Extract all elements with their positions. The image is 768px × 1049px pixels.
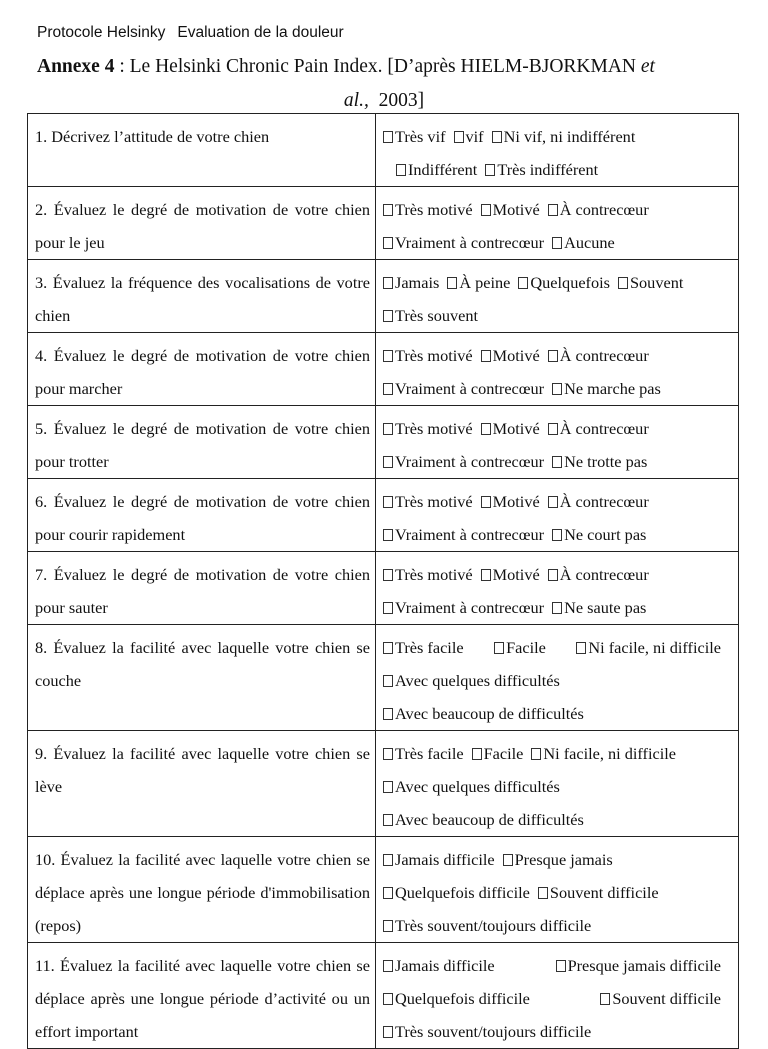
answer-option[interactable] (552, 379, 661, 398)
option-line (383, 803, 733, 836)
answer-option[interactable] (454, 127, 484, 146)
answer-option[interactable] (383, 916, 591, 935)
title-text: : Le Helsinki Chronic Pain Index. [D’après HIELM-BJORKMAN (114, 56, 641, 77)
option-label: Ne trotte pas (564, 452, 648, 471)
question-row (28, 552, 739, 625)
answer-option[interactable] (383, 525, 544, 544)
option-label: Presque jamais (514, 850, 613, 869)
option-label: Motivé (492, 346, 540, 365)
option-line (383, 558, 733, 591)
answer-option[interactable] (383, 565, 473, 584)
checkbox-icon[interactable] (383, 920, 393, 932)
option-label: Souvent (629, 273, 684, 292)
question-row (28, 731, 739, 837)
question-row (28, 943, 739, 1049)
answer-options (376, 114, 739, 187)
question-row (28, 260, 739, 333)
option-label: Très souvent (395, 306, 479, 325)
option-label: Ne saute pas (564, 598, 647, 617)
option-line (383, 266, 733, 299)
checkbox-icon[interactable] (383, 383, 393, 395)
checkbox-icon[interactable] (538, 887, 548, 899)
answer-option[interactable] (548, 200, 649, 219)
option-label: Très motivé (395, 565, 473, 584)
answer-options (376, 943, 739, 1049)
checkbox-icon[interactable] (556, 960, 566, 972)
answer-option[interactable] (556, 949, 721, 982)
checkbox-icon[interactable] (383, 675, 393, 687)
option-label: Jamais (395, 273, 440, 292)
checkbox-icon[interactable] (383, 310, 393, 322)
answer-option[interactable] (383, 671, 560, 690)
answer-option[interactable] (383, 492, 473, 511)
option-line (383, 485, 733, 518)
answer-option[interactable] (548, 492, 649, 511)
checkbox-icon[interactable] (600, 993, 610, 1005)
question-row (28, 625, 739, 731)
option-label: Ni vif, ni indifférent (503, 127, 636, 146)
option-label: Quelquefois difficile (395, 883, 530, 902)
answer-option[interactable] (383, 273, 439, 292)
title-al: al., (343, 90, 369, 111)
option-label: Facile (506, 638, 546, 657)
answer-option[interactable] (383, 982, 530, 1015)
option-label: Vraiment à contrecœur (395, 598, 545, 617)
document-title-line2 (0, 90, 768, 112)
annexe-label: Annexe 4 (37, 56, 115, 77)
question-row (28, 406, 739, 479)
option-line (383, 372, 733, 405)
pain-index-table (27, 113, 739, 1049)
checkbox-icon[interactable] (383, 887, 393, 899)
answer-options (376, 260, 739, 333)
checkbox-icon[interactable] (548, 204, 558, 216)
answer-option[interactable] (383, 949, 495, 982)
answer-option[interactable] (383, 452, 544, 471)
checkbox-icon[interactable] (548, 350, 558, 362)
checkbox-icon[interactable] (383, 960, 393, 972)
option-label: Motivé (492, 565, 540, 584)
checkbox-icon[interactable] (552, 237, 562, 249)
question-row (28, 114, 739, 187)
answer-option[interactable] (552, 525, 646, 544)
checkbox-icon[interactable] (472, 748, 482, 760)
option-line (383, 153, 733, 186)
answer-options (376, 479, 739, 552)
checkbox-icon[interactable] (383, 496, 393, 508)
checkbox-icon[interactable] (492, 131, 502, 143)
option-line (383, 339, 733, 372)
question-text: 8. Évaluez la facilité avec laquelle votre chien se couche (28, 625, 376, 731)
option-line (383, 591, 733, 624)
answer-option[interactable] (481, 419, 540, 438)
option-label: Avec quelques difficultés (395, 777, 560, 796)
answer-option[interactable] (383, 379, 544, 398)
answer-option[interactable] (618, 273, 683, 292)
answer-option[interactable] (383, 850, 495, 869)
checkbox-icon[interactable] (552, 456, 562, 468)
checkbox-icon[interactable] (383, 854, 393, 866)
option-label: Ne court pas (564, 525, 647, 544)
option-line (383, 518, 733, 551)
answer-option[interactable] (548, 419, 649, 438)
answer-option[interactable] (552, 598, 646, 617)
option-label: Ni facile, ni difficile (588, 638, 721, 657)
option-line (383, 982, 733, 1015)
answer-options (376, 552, 739, 625)
question-row (28, 479, 739, 552)
question-row (28, 333, 739, 406)
question-text: 9. Évaluez la facilité avec laquelle votre chien se lève (28, 731, 376, 837)
answer-option[interactable] (600, 982, 721, 1015)
option-line (383, 412, 733, 445)
answer-option[interactable] (383, 777, 560, 796)
option-line (383, 445, 733, 478)
option-label: Vraiment à contrecœur (395, 525, 545, 544)
checkbox-icon[interactable] (383, 993, 393, 1005)
answer-option[interactable] (383, 233, 544, 252)
answer-option[interactable] (383, 200, 473, 219)
option-label: Très motivé (395, 492, 473, 511)
option-line (383, 631, 733, 664)
option-line (383, 876, 733, 909)
answer-option[interactable] (481, 492, 540, 511)
option-line (383, 193, 733, 226)
answer-option[interactable] (396, 160, 477, 179)
option-label: Jamais difficile (395, 956, 495, 975)
title-year: 2003] (378, 90, 425, 111)
question-text: 11. Évaluez la facilité avec laquelle votre chien se déplace après une longue période d’activité ou un effort important (28, 943, 376, 1049)
answer-option[interactable] (383, 1022, 591, 1041)
checkbox-icon[interactable] (383, 131, 393, 143)
option-label: Ni facile, ni difficile (543, 744, 676, 763)
option-label: Vraiment à contrecœur (395, 379, 545, 398)
answer-option[interactable] (503, 850, 613, 869)
answer-option[interactable] (472, 744, 524, 763)
option-line (383, 770, 733, 803)
checkbox-icon[interactable] (552, 529, 562, 541)
answer-option[interactable] (383, 419, 473, 438)
answer-options (376, 406, 739, 479)
checkbox-icon[interactable] (447, 277, 457, 289)
checkbox-icon[interactable] (383, 529, 393, 541)
checkbox-icon[interactable] (383, 642, 393, 654)
option-label: Très motivé (395, 419, 473, 438)
option-label: Très souvent/toujours difficile (395, 916, 592, 935)
option-line (383, 226, 733, 259)
answer-option[interactable] (383, 883, 530, 902)
option-line (383, 737, 733, 770)
option-label: Avec beaucoup de difficultés (395, 810, 584, 829)
answer-option[interactable] (531, 744, 676, 763)
checkbox-icon[interactable] (552, 383, 562, 395)
option-label: Très souvent/toujours difficile (395, 1022, 592, 1041)
answer-option[interactable] (492, 127, 636, 146)
question-text: 5. Évaluez le degré de motivation de votre chien pour trotter (28, 406, 376, 479)
answer-option[interactable] (494, 631, 546, 664)
checkbox-icon[interactable] (454, 131, 464, 143)
option-line (383, 120, 733, 153)
answer-option[interactable] (481, 200, 540, 219)
checkbox-icon[interactable] (481, 496, 491, 508)
option-label: Très indifférent (497, 160, 599, 179)
checkbox-icon[interactable] (396, 164, 406, 176)
answer-option[interactable] (552, 452, 647, 471)
option-label: Très facile (395, 744, 464, 763)
option-label: Motivé (492, 419, 540, 438)
checkbox-icon[interactable] (548, 423, 558, 435)
answer-options (376, 333, 739, 406)
question-row (28, 187, 739, 260)
option-label: Ne marche pas (564, 379, 661, 398)
answer-option[interactable] (538, 883, 659, 902)
answer-option[interactable] (548, 565, 649, 584)
checkbox-icon[interactable] (383, 814, 393, 826)
option-label: Presque jamais difficile (567, 956, 721, 975)
answer-option[interactable] (383, 704, 584, 723)
checkbox-icon[interactable] (383, 456, 393, 468)
checkbox-icon[interactable] (552, 602, 562, 614)
answer-option[interactable] (383, 744, 464, 763)
checkbox-icon[interactable] (383, 204, 393, 216)
option-line (383, 664, 733, 697)
document-title (37, 56, 655, 78)
answer-options (376, 837, 739, 943)
checkbox-icon[interactable] (383, 423, 393, 435)
question-text: 2. Évaluez le degré de motivation de votre chien pour le jeu (28, 187, 376, 260)
option-label: Avec beaucoup de difficultés (395, 704, 584, 723)
option-label: Indifférent (408, 160, 478, 179)
option-label: Avec quelques difficultés (395, 671, 560, 690)
checkbox-icon[interactable] (518, 277, 528, 289)
option-label: À contrecœur (559, 419, 649, 438)
question-text: 3. Évaluez la fréquence des vocalisations de votre chien (28, 260, 376, 333)
option-label: Motivé (492, 200, 540, 219)
title-et: et (640, 56, 655, 77)
option-label: Quelquefois (530, 273, 610, 292)
answer-option[interactable] (481, 565, 540, 584)
option-line (383, 843, 733, 876)
page-header (37, 24, 344, 42)
checkbox-icon[interactable] (485, 164, 495, 176)
answer-option[interactable] (552, 233, 615, 252)
checkbox-icon[interactable] (548, 496, 558, 508)
question-text: 1. Décrivez l’attitude de votre chien (28, 114, 376, 187)
question-text: 4. Évaluez le degré de motivation de votre chien pour marcher (28, 333, 376, 406)
option-label: Jamais difficile (395, 850, 495, 869)
option-label: À contrecœur (559, 565, 649, 584)
option-label: Motivé (492, 492, 540, 511)
option-label: Souvent difficile (612, 989, 721, 1008)
checkbox-icon[interactable] (383, 708, 393, 720)
question-text: 7. Évaluez le degré de motivation de votre chien pour sauter (28, 552, 376, 625)
option-label: Vraiment à contrecœur (395, 452, 545, 471)
checkbox-icon[interactable] (383, 1026, 393, 1038)
option-line (383, 949, 733, 982)
checkbox-icon[interactable] (494, 642, 504, 654)
answer-option[interactable] (383, 346, 473, 365)
checkbox-icon[interactable] (503, 854, 513, 866)
answer-option[interactable] (481, 346, 540, 365)
checkbox-icon[interactable] (383, 781, 393, 793)
answer-option[interactable] (383, 306, 478, 325)
answer-options (376, 731, 739, 837)
answer-option[interactable] (576, 631, 721, 664)
option-label: Très vif (395, 127, 446, 146)
option-line (383, 1015, 733, 1048)
answer-option[interactable] (383, 598, 544, 617)
option-line (383, 909, 733, 942)
checkbox-icon[interactable] (383, 748, 393, 760)
option-label: À peine (459, 273, 511, 292)
option-label: À contrecœur (559, 346, 649, 365)
answer-option[interactable] (383, 127, 446, 146)
checkbox-icon[interactable] (383, 277, 393, 289)
answer-option[interactable] (383, 810, 584, 829)
answer-option[interactable] (518, 273, 610, 292)
answer-option[interactable] (548, 346, 649, 365)
question-text: 10. Évaluez la facilité avec laquelle votre chien se déplace après une longue période d'immobilisation (repos) (28, 837, 376, 943)
option-label: Très motivé (395, 200, 473, 219)
evaluation-label: Evaluation de la douleur (177, 24, 344, 41)
answer-options (376, 625, 739, 731)
checkbox-icon[interactable] (531, 748, 541, 760)
checkbox-icon[interactable] (481, 204, 491, 216)
option-label: Facile (483, 744, 524, 763)
option-label: Quelquefois difficile (395, 989, 530, 1008)
checkbox-icon[interactable] (383, 237, 393, 249)
option-label: Souvent difficile (549, 883, 659, 902)
protocol-label: Protocole Helsinky (37, 24, 166, 41)
checkbox-icon[interactable] (383, 350, 393, 362)
option-label: À contrecœur (559, 200, 649, 219)
question-row (28, 837, 739, 943)
question-text: 6. Évaluez le degré de motivation de votre chien pour courir rapidement (28, 479, 376, 552)
answer-option[interactable] (485, 160, 598, 179)
option-line (383, 697, 733, 730)
option-label: vif (465, 127, 484, 146)
option-line (383, 299, 733, 332)
checkbox-icon[interactable] (548, 569, 558, 581)
option-label: Aucune (564, 233, 615, 252)
checkbox-icon[interactable] (618, 277, 628, 289)
option-label: Très facile (395, 638, 464, 657)
answer-options (376, 187, 739, 260)
answer-option[interactable] (447, 273, 510, 292)
checkbox-icon[interactable] (383, 569, 393, 581)
checkbox-icon[interactable] (481, 569, 491, 581)
checkbox-icon[interactable] (481, 350, 491, 362)
option-label: À contrecœur (559, 492, 649, 511)
option-label: Très motivé (395, 346, 473, 365)
checkbox-icon[interactable] (481, 423, 491, 435)
checkbox-icon[interactable] (383, 602, 393, 614)
option-label: Vraiment à contrecœur (395, 233, 545, 252)
answer-option[interactable] (383, 631, 464, 664)
checkbox-icon[interactable] (576, 642, 586, 654)
